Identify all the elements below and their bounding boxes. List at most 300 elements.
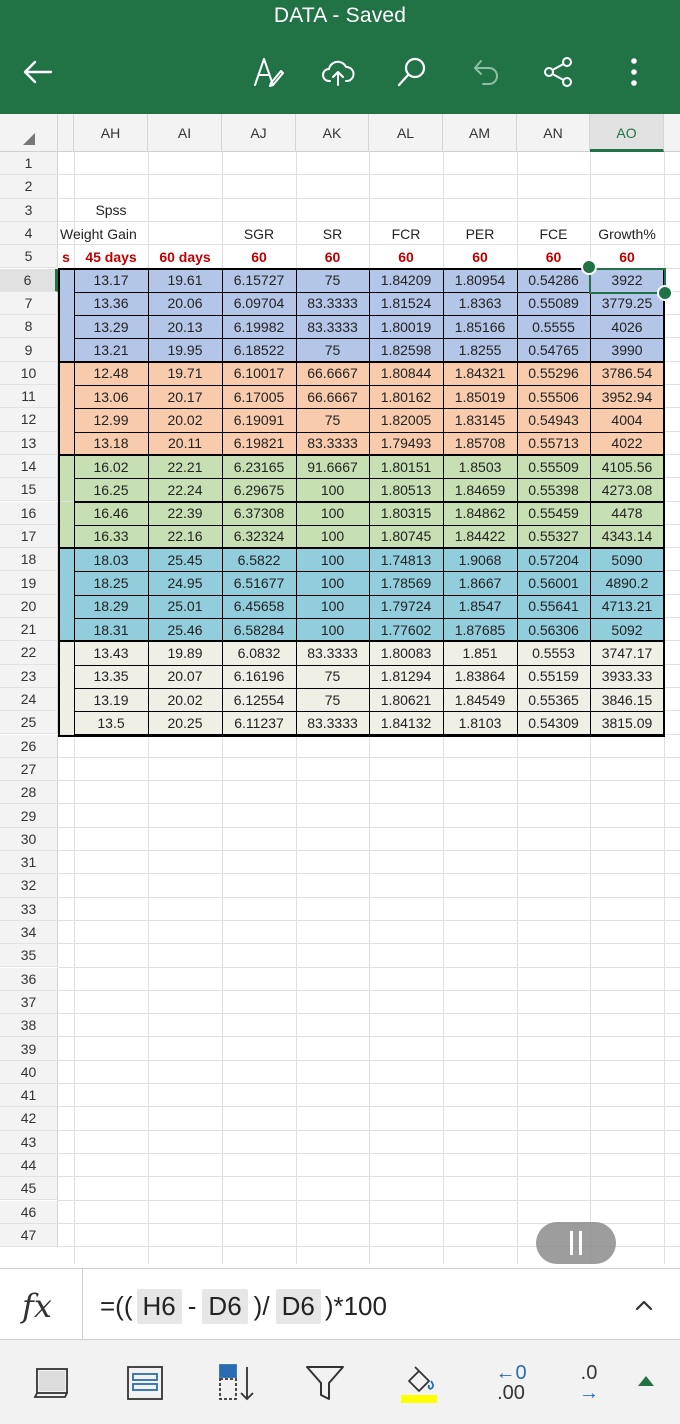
cell-header-sgr[interactable]: SGR: [243, 225, 275, 242]
row-header-28[interactable]: 28: [0, 781, 58, 804]
increase-decimal-button[interactable]: [572, 1358, 606, 1408]
decrease-decimal-icon: [495, 1363, 526, 1403]
row-header-17[interactable]: 17: [0, 525, 58, 548]
row-header-41[interactable]: 41: [0, 1084, 58, 1107]
data-cell[interactable]: 1.79724: [380, 598, 432, 615]
data-cell[interactable]: 3779.25: [601, 295, 653, 312]
column-header-al[interactable]: AL: [369, 114, 443, 152]
data-cell[interactable]: 18.29: [93, 598, 129, 615]
data-cell[interactable]: 6.5822: [237, 551, 281, 568]
data-cell[interactable]: 1.87685: [454, 621, 506, 638]
data-cell[interactable]: 100: [320, 575, 345, 592]
data-cell[interactable]: 1.8363: [458, 295, 502, 312]
group-separator: [58, 547, 665, 549]
data-cell[interactable]: 1.80315: [380, 505, 432, 522]
data-cell[interactable]: 0.56306: [528, 621, 579, 638]
data-cell[interactable]: 0.55713: [528, 435, 579, 452]
data-cell[interactable]: 1.83864: [454, 668, 506, 685]
row-header-16[interactable]: 16: [0, 502, 58, 525]
data-cell[interactable]: 83.3333: [307, 435, 358, 452]
data-cell[interactable]: 25.46: [167, 621, 203, 638]
data-cell[interactable]: 1.8103: [458, 714, 502, 731]
cell-days-ak[interactable]: 60: [324, 248, 341, 265]
more-vertical-icon: [617, 55, 651, 89]
data-cell[interactable]: 0.55327: [528, 528, 579, 545]
selection-handle-bottom-right[interactable]: [657, 285, 673, 301]
row-header-39[interactable]: 39: [0, 1037, 58, 1060]
data-cell[interactable]: 0.55641: [528, 598, 579, 615]
back-button[interactable]: [16, 50, 60, 94]
data-cell[interactable]: 6.12554: [233, 691, 285, 708]
row-header-6[interactable]: 6: [0, 269, 58, 292]
data-cell[interactable]: 1.81294: [380, 668, 432, 685]
data-cell[interactable]: 6.15727: [233, 272, 285, 289]
fill-color-button[interactable]: [394, 1358, 444, 1408]
data-cell[interactable]: 1.80083: [380, 644, 432, 661]
freeze-panes-button[interactable]: [28, 1358, 78, 1408]
selection-handle-top-left[interactable]: [581, 259, 597, 275]
data-cell[interactable]: 18.03: [93, 551, 129, 568]
data-cell[interactable]: 13.19: [93, 691, 129, 708]
column-header-aj[interactable]: AJ: [222, 114, 296, 152]
data-cell[interactable]: 4026: [611, 318, 643, 335]
data-cell[interactable]: 1.85019: [454, 388, 506, 405]
freeze-panes-icon: [31, 1361, 75, 1405]
data-cell[interactable]: 1.84132: [380, 714, 432, 731]
row-header-44[interactable]: 44: [0, 1154, 58, 1177]
row-header-19[interactable]: 19: [0, 571, 58, 594]
column-header-partial[interactable]: [58, 114, 74, 152]
undo-button[interactable]: [464, 50, 508, 94]
data-cell[interactable]: 18.25: [93, 575, 129, 592]
gridline-horizontal: [58, 1083, 680, 1084]
formula-prefix: =((: [100, 1291, 133, 1321]
data-cell[interactable]: 0.5553: [532, 644, 575, 661]
row-header-4[interactable]: 4: [0, 222, 58, 245]
data-cell[interactable]: 6.29675: [233, 481, 285, 498]
data-cell[interactable]: 20.06: [167, 295, 203, 312]
row-header-22[interactable]: 22: [0, 641, 58, 664]
formula-ref-d6-first: D6: [202, 1289, 247, 1324]
row-header-12[interactable]: 12: [0, 408, 58, 431]
data-cell[interactable]: 100: [320, 528, 345, 545]
data-cell[interactable]: 18.31: [93, 621, 129, 638]
draw-pen-icon: [251, 55, 285, 89]
row-header-47[interactable]: 47: [0, 1224, 58, 1247]
data-cell[interactable]: 16.33: [93, 528, 129, 545]
data-cell[interactable]: 13.29: [93, 318, 129, 335]
data-cell[interactable]: 100: [320, 481, 345, 498]
gridline-horizontal: [58, 1060, 680, 1061]
data-cell[interactable]: 19.61: [167, 272, 203, 289]
app-header: [0, 0, 680, 114]
data-cell[interactable]: 3952.94: [601, 388, 653, 405]
data-cell[interactable]: 0.5555: [532, 318, 575, 335]
row-header-1[interactable]: 1: [0, 152, 58, 175]
row-header-36[interactable]: 36: [0, 968, 58, 991]
row-header-10[interactable]: 10: [0, 362, 58, 385]
filter-button[interactable]: [300, 1358, 350, 1408]
row-header-45[interactable]: 45: [0, 1177, 58, 1200]
gridline-horizontal: [58, 850, 680, 851]
data-cell[interactable]: 20.02: [167, 691, 203, 708]
data-cell[interactable]: 1.78569: [380, 575, 432, 592]
column-header-ah[interactable]: AH: [74, 114, 148, 152]
column-header-ao[interactable]: AO: [590, 114, 664, 152]
data-cell[interactable]: 13.18: [93, 435, 129, 452]
back-arrow-icon: [21, 55, 55, 89]
draw-button[interactable]: [246, 50, 290, 94]
data-cell[interactable]: 4105.56: [601, 458, 653, 475]
row-header-24[interactable]: 24: [0, 688, 58, 711]
row-header-27[interactable]: 27: [0, 758, 58, 781]
data-cell[interactable]: 1.80954: [454, 272, 506, 289]
data-cell[interactable]: 22.39: [167, 505, 203, 522]
column-header-an[interactable]: AN: [517, 114, 590, 152]
row-header-29[interactable]: 29: [0, 804, 58, 827]
row-header-23[interactable]: 23: [0, 665, 58, 688]
data-cell[interactable]: 16.25: [93, 481, 129, 498]
increase-decimal-arrow: →: [579, 1382, 599, 1404]
bottom-toolbar: [0, 1340, 680, 1424]
cell-days-al[interactable]: 60: [398, 248, 414, 265]
data-cell[interactable]: 5092: [611, 621, 643, 638]
data-cell[interactable]: 3815.09: [601, 714, 653, 731]
row-header-32[interactable]: 32: [0, 874, 58, 897]
data-cell[interactable]: 1.9068: [458, 551, 502, 568]
data-cell[interactable]: 13.17: [93, 272, 129, 289]
data-cell[interactable]: 4890.2: [605, 575, 649, 592]
data-cell[interactable]: 4022: [611, 435, 643, 452]
gridline-horizontal: [58, 920, 680, 921]
data-cell[interactable]: 13.35: [93, 668, 129, 685]
fx-label[interactable]: fx: [22, 1287, 52, 1325]
row-header-21[interactable]: 21: [0, 618, 58, 641]
data-cell[interactable]: 75: [324, 668, 341, 685]
formula-input[interactable]: [100, 1289, 387, 1324]
cell-days-aj[interactable]: 60: [251, 248, 267, 265]
row-header-42[interactable]: 42: [0, 1107, 58, 1130]
data-cell[interactable]: 1.84659: [454, 481, 506, 498]
data-cell[interactable]: 19.95: [167, 342, 203, 359]
selected-cell-ao6[interactable]: [589, 268, 666, 294]
data-cell[interactable]: 3922: [611, 272, 643, 289]
data-cell[interactable]: 1.851: [462, 644, 498, 661]
data-cell[interactable]: 1.82005: [380, 411, 432, 428]
column-header-bar: [58, 114, 680, 152]
data-cell[interactable]: 0.55159: [528, 668, 579, 685]
data-cell[interactable]: 0.55506: [528, 388, 579, 405]
cloud-upload-icon: [321, 55, 355, 89]
data-cell[interactable]: 66.6667: [307, 388, 358, 405]
sort-button[interactable]: [212, 1358, 262, 1408]
data-cell[interactable]: 13.21: [93, 342, 129, 359]
cell-days-an[interactable]: 60: [545, 248, 562, 265]
gridline-horizontal: [58, 827, 680, 828]
data-cell[interactable]: 4343.14: [601, 528, 653, 545]
data-cell[interactable]: 6.09704: [233, 295, 285, 312]
row-header-30[interactable]: 30: [0, 828, 58, 851]
row-header-15[interactable]: 15: [0, 478, 58, 501]
cell-header-fcr[interactable]: FCR: [391, 225, 421, 242]
cell-partial-days[interactable]: s: [62, 248, 70, 265]
gridline-horizontal: [58, 943, 680, 944]
row-header-5[interactable]: 5: [0, 245, 58, 268]
cell-spss-label[interactable]: Spss: [95, 202, 127, 219]
row-header-26[interactable]: 26: [0, 735, 58, 758]
row-header-25[interactable]: 25: [0, 711, 58, 734]
data-cell[interactable]: 0.55296: [528, 365, 579, 382]
row-header-33[interactable]: 33: [0, 898, 58, 921]
gridline-horizontal: [58, 990, 680, 991]
data-cell[interactable]: 16.46: [93, 505, 129, 522]
data-cell[interactable]: 1.81524: [380, 295, 432, 312]
data-cell[interactable]: 6.51677: [233, 575, 285, 592]
data-cell[interactable]: 1.77602: [380, 621, 432, 638]
data-cell[interactable]: 0.55089: [528, 295, 579, 312]
data-cell[interactable]: 1.85166: [454, 318, 506, 335]
data-cell[interactable]: 1.80621: [380, 691, 432, 708]
gridline-horizontal: [58, 967, 680, 968]
column-header-ak[interactable]: AK: [296, 114, 369, 152]
data-cell[interactable]: 4713.21: [601, 598, 653, 615]
data-cell[interactable]: 1.82598: [380, 342, 432, 359]
data-cell[interactable]: 25.45: [167, 551, 203, 568]
data-cell[interactable]: 6.23165: [233, 458, 285, 475]
data-cell[interactable]: 3846.15: [601, 691, 653, 708]
row-header-13[interactable]: 13: [0, 432, 58, 455]
row-header-34[interactable]: 34: [0, 921, 58, 944]
data-cell[interactable]: 4004: [611, 411, 643, 428]
data-cell[interactable]: 1.80513: [380, 481, 432, 498]
data-cell[interactable]: 16.02: [93, 458, 129, 475]
data-cell[interactable]: 1.84422: [454, 528, 506, 545]
data-cell[interactable]: 3786.54: [601, 365, 653, 382]
data-cell[interactable]: 3990: [611, 342, 643, 359]
data-cell[interactable]: 20.13: [167, 318, 203, 335]
data-cell[interactable]: 0.57204: [528, 551, 579, 568]
column-header-am[interactable]: AM: [443, 114, 517, 152]
data-cell[interactable]: 1.79493: [380, 435, 432, 452]
cell-header-fce[interactable]: FCE: [539, 225, 568, 242]
data-cell[interactable]: 83.3333: [307, 295, 358, 312]
cell-days-ao[interactable]: 60: [619, 248, 635, 265]
data-cell[interactable]: 1.8667: [458, 575, 502, 592]
data-cell[interactable]: 13.06: [93, 388, 129, 405]
data-cell[interactable]: 6.16196: [233, 668, 285, 685]
data-cell[interactable]: 13.36: [93, 295, 129, 312]
data-cell[interactable]: 1.83145: [454, 411, 506, 428]
document-title[interactable]: DATA - Saved: [273, 4, 407, 27]
row-header-38[interactable]: 38: [0, 1014, 58, 1037]
cell-days-ai[interactable]: 60 days: [159, 248, 211, 265]
cell-days-am[interactable]: 60: [472, 248, 488, 265]
data-cell[interactable]: 6.18522: [233, 342, 285, 359]
data-cell[interactable]: 22.21: [167, 458, 203, 475]
select-all-icon: [23, 133, 35, 145]
expand-toolbar-icon[interactable]: [638, 1376, 654, 1386]
data-cell[interactable]: 22.16: [167, 528, 203, 545]
data-cell[interactable]: 20.17: [167, 388, 203, 405]
row-header-7[interactable]: 7: [0, 292, 58, 315]
data-cell[interactable]: 75: [324, 342, 341, 359]
data-cell[interactable]: 0.55398: [528, 481, 579, 498]
row-header-35[interactable]: 35: [0, 944, 58, 967]
row-header-31[interactable]: 31: [0, 851, 58, 874]
data-cell[interactable]: 91.6667: [307, 458, 358, 475]
data-cell[interactable]: 0.54943: [528, 411, 579, 428]
data-cell[interactable]: 12.99: [93, 411, 129, 428]
data-cell[interactable]: 1.85708: [454, 435, 506, 452]
cell-header-growth[interactable]: Growth%: [598, 225, 656, 242]
data-cell[interactable]: 1.74813: [380, 551, 432, 568]
row-header-14[interactable]: 14: [0, 455, 58, 478]
formula-divide: )/: [253, 1291, 270, 1321]
group-separator: [58, 361, 665, 363]
data-cell[interactable]: 3747.17: [601, 644, 653, 661]
data-cell[interactable]: 0.55365: [528, 691, 579, 708]
fill-color-icon: [397, 1361, 441, 1405]
data-cell[interactable]: 6.19982: [233, 318, 285, 335]
group-separator: [58, 640, 665, 642]
data-cell[interactable]: 1.8255: [458, 342, 502, 359]
data-cell[interactable]: 0.54309: [528, 714, 579, 731]
formula-bar[interactable]: [0, 1268, 680, 1340]
data-cell[interactable]: 24.95: [167, 575, 203, 592]
chevron-up-icon[interactable]: [630, 1291, 658, 1319]
data-cell[interactable]: 0.55459: [528, 505, 579, 522]
data-cell[interactable]: 6.19091: [233, 411, 285, 428]
data-cell[interactable]: 6.11237: [234, 714, 284, 731]
gridline-horizontal: [58, 174, 680, 175]
data-cell[interactable]: 0.54286: [528, 272, 579, 289]
gridline-horizontal: [58, 1153, 680, 1154]
search-button[interactable]: [390, 50, 434, 94]
cell-weight-gain-header[interactable]: Weight Gain: [60, 225, 137, 242]
decrease-decimal-button[interactable]: [486, 1358, 536, 1408]
data-cell[interactable]: 25.01: [167, 598, 203, 615]
data-cell[interactable]: 13.5: [97, 714, 125, 731]
data-cell[interactable]: 6.32324: [233, 528, 285, 545]
row-header-11[interactable]: 11: [0, 385, 58, 408]
format-cells-button[interactable]: [120, 1358, 170, 1408]
cell-header-sr[interactable]: SR: [322, 225, 343, 242]
data-cell[interactable]: 6.19821: [233, 435, 285, 452]
data-cell[interactable]: 13.43: [93, 644, 129, 661]
data-cell[interactable]: 6.10017: [233, 365, 285, 382]
row-header-43[interactable]: 43: [0, 1131, 58, 1154]
data-cell[interactable]: 1.84321: [454, 365, 506, 382]
data-cell[interactable]: 83.3333: [307, 644, 358, 661]
increase-decimal-icon: [579, 1363, 599, 1403]
data-cell[interactable]: 66.6667: [307, 365, 358, 382]
data-cell[interactable]: 22.24: [167, 481, 203, 498]
data-cell[interactable]: 0.55509: [528, 458, 579, 475]
undo-icon: [469, 55, 503, 89]
data-cell[interactable]: 75: [324, 691, 341, 708]
cell-days-ah[interactable]: 45 days: [85, 248, 137, 265]
data-cell[interactable]: 6.0832: [237, 644, 281, 661]
gridline-horizontal: [58, 1176, 680, 1177]
select-all-corner[interactable]: [0, 114, 58, 152]
save-to-cloud-button[interactable]: [316, 50, 360, 94]
data-cell[interactable]: 6.37308: [233, 505, 285, 522]
data-cell[interactable]: 20.11: [168, 435, 202, 452]
data-cell[interactable]: 19.71: [167, 365, 203, 382]
row-header-3[interactable]: 3: [0, 199, 58, 222]
spreadsheet-grid[interactable]: [0, 114, 680, 1264]
row-header-37[interactable]: 37: [0, 991, 58, 1014]
row-header-8[interactable]: 8: [0, 315, 58, 338]
data-cell[interactable]: 4273.08: [601, 481, 653, 498]
data-cell[interactable]: 5090: [611, 551, 643, 568]
format-cells-icon: [123, 1361, 167, 1405]
gridline-horizontal: [58, 897, 680, 898]
data-cell[interactable]: 1.8547: [458, 598, 502, 615]
group-separator: [58, 454, 665, 456]
formula-suffix: )*100: [324, 1291, 387, 1321]
data-cell[interactable]: 1.8503: [458, 458, 502, 475]
data-cell[interactable]: 4478: [611, 505, 643, 522]
gridline-horizontal: [58, 1106, 680, 1107]
data-cell[interactable]: 1.80844: [380, 365, 432, 382]
share-button[interactable]: [536, 50, 580, 94]
data-cell[interactable]: 12.48: [93, 365, 129, 382]
data-cell[interactable]: 75: [324, 272, 341, 289]
data-cell[interactable]: 1.80745: [380, 528, 432, 545]
data-cell[interactable]: 20.07: [167, 668, 203, 685]
data-cell[interactable]: 83.3333: [307, 714, 358, 731]
data-cell[interactable]: 1.80019: [380, 318, 432, 335]
gridline-horizontal: [58, 1013, 680, 1014]
column-header-ai[interactable]: AI: [148, 114, 222, 152]
row-header-9[interactable]: 9: [0, 338, 58, 361]
gridline-horizontal: [58, 757, 680, 758]
data-cell[interactable]: 1.80151: [380, 458, 432, 475]
row-header-40[interactable]: 40: [0, 1061, 58, 1084]
data-cell[interactable]: 1.84862: [454, 505, 506, 522]
data-cell[interactable]: 6.45658: [233, 598, 285, 615]
more-options-button[interactable]: [612, 50, 656, 94]
data-cell[interactable]: 1.84549: [454, 691, 506, 708]
row-header-46[interactable]: 46: [0, 1201, 58, 1224]
scroll-handle[interactable]: [536, 1222, 616, 1264]
data-cell[interactable]: 100: [320, 505, 345, 522]
share-icon: [541, 55, 575, 89]
data-cell[interactable]: 20.02: [167, 411, 203, 428]
data-cell[interactable]: 1.80162: [380, 388, 432, 405]
row-header-20[interactable]: 20: [0, 595, 58, 618]
data-cell[interactable]: 0.54765: [528, 342, 579, 359]
data-cell[interactable]: 75: [324, 411, 341, 428]
data-cell[interactable]: 20.25: [167, 714, 203, 731]
cell-header-per[interactable]: PER: [465, 225, 495, 242]
row-header-18[interactable]: 18: [0, 548, 58, 571]
row-header-2[interactable]: 2: [0, 175, 58, 198]
data-cell[interactable]: 100: [320, 598, 345, 615]
gridline-horizontal: [58, 198, 680, 199]
formula-ref-d6-second: D6: [276, 1289, 321, 1324]
data-cell[interactable]: 100: [320, 551, 345, 568]
data-cell[interactable]: 19.89: [167, 644, 203, 661]
data-cell[interactable]: 6.17005: [233, 388, 285, 405]
data-cell[interactable]: 0.56001: [528, 575, 579, 592]
data-cell[interactable]: 3933.33: [601, 668, 653, 685]
data-cell[interactable]: 1.84209: [380, 272, 432, 289]
data-cell[interactable]: 6.58284: [233, 621, 285, 638]
data-cell[interactable]: 100: [320, 621, 345, 638]
data-cell[interactable]: 83.3333: [307, 318, 358, 335]
